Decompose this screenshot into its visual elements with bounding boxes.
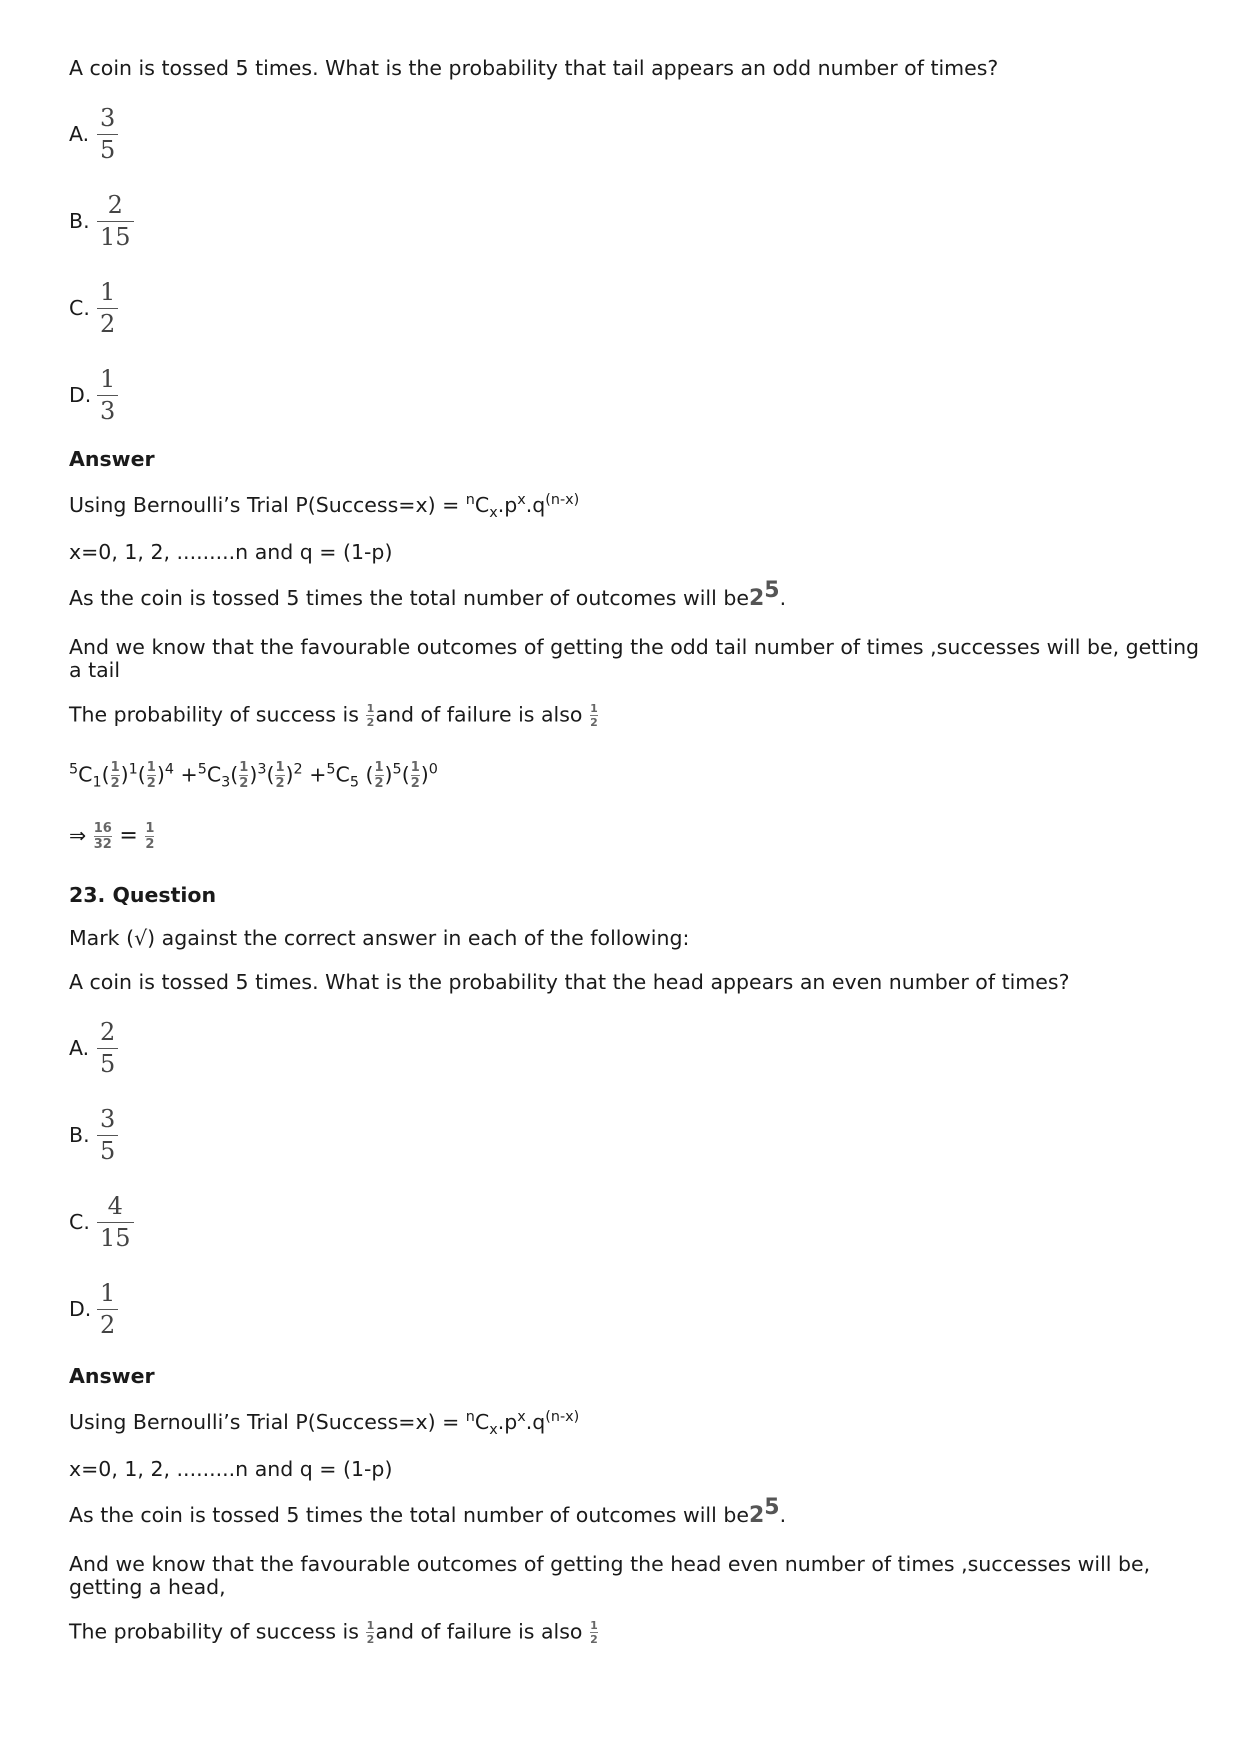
question-text: A coin is tossed 5 times. What is the probability that tail appears an odd number of times? [69, 56, 999, 80]
option-fraction [97, 367, 118, 423]
half-fraction [366, 1620, 374, 1645]
half-fraction [590, 703, 598, 728]
bernoulli-formula [69, 492, 580, 522]
fraction-bar [97, 395, 118, 396]
option-letter: D. [69, 1297, 92, 1321]
fraction-denominator: 5 [100, 136, 116, 164]
formula-prefix: Using Bernoulli’s Trial P(Success=x) = [69, 1410, 466, 1434]
probability-prefix: The probability of success is [69, 702, 359, 727]
question-text: A coin is tossed 5 times. What is the probability that the head appears an even number of times? [69, 970, 1070, 994]
formula-c: C [474, 493, 490, 517]
fraction-numerator: 3 [100, 1105, 116, 1133]
option-letter: A. [69, 122, 90, 146]
half-fraction [239, 761, 248, 790]
half-fraction [411, 761, 420, 790]
fraction-bar [97, 134, 118, 135]
instruction-text: Mark (√) against the correct answer in each of the following: [69, 926, 690, 950]
coeff-index: 1 [92, 774, 102, 791]
option-fraction [97, 280, 118, 336]
fraction-denominator: 2 [410, 776, 420, 791]
fraction-denominator: 5 [100, 1137, 116, 1165]
half-fraction [275, 761, 284, 790]
favourable-line-1: And we know that the favourable outcomes of getting the odd tail number of times ,successes will be, getting [69, 635, 1200, 659]
favourable-line-2: getting a head, [69, 1575, 226, 1599]
half-fraction [375, 761, 384, 790]
implies-arrow: ⇒ [69, 823, 87, 848]
option-letter: B. [69, 1123, 90, 1147]
formula-px: x [517, 492, 526, 509]
bernoulli-formula [69, 1409, 580, 1439]
fraction-numerator: 1 [110, 760, 120, 775]
fraction-denominator: 2 [100, 310, 116, 338]
fraction-denominator: 2 [374, 776, 384, 791]
probability-prefix: The probability of success is [69, 1619, 359, 1644]
option-letter: C. [69, 296, 90, 320]
option-letter: C. [69, 1210, 90, 1234]
formula-qexp: (n-x) [545, 1409, 580, 1426]
fraction-numerator: 1 [100, 365, 116, 393]
fraction-denominator: 2 [590, 716, 598, 729]
fraction-denominator: 5 [100, 1050, 116, 1078]
outcomes-end: . [779, 586, 787, 610]
option-letter: B. [69, 209, 90, 233]
fraction-numerator: 1 [590, 1619, 598, 1632]
formula-qexp: (n-x) [545, 492, 580, 509]
option-d[interactable] [69, 1281, 118, 1337]
option-c[interactable] [69, 280, 118, 336]
option-letter: A. [69, 1036, 90, 1060]
half-fraction [366, 703, 374, 728]
fraction-denominator: 2 [275, 776, 285, 791]
fraction-numerator: 1 [100, 1279, 116, 1307]
fraction-numerator: 1 [145, 821, 155, 836]
fraction-denominator: 2 [146, 776, 156, 791]
outcomes-exponent: 5 [764, 578, 780, 604]
fraction-bar [97, 1222, 134, 1223]
option-c[interactable] [69, 1194, 134, 1250]
fraction-numerator: 1 [100, 278, 116, 306]
fraction-denominator: 2 [590, 1633, 598, 1646]
result-fraction [145, 822, 154, 851]
fraction-denominator: 15 [100, 223, 131, 251]
equals-sign: = [119, 823, 138, 849]
option-b[interactable] [69, 1107, 118, 1163]
fraction-numerator: 1 [366, 1619, 375, 1632]
fraction-bar [97, 1048, 118, 1049]
half-fraction [111, 761, 120, 790]
fraction-denominator: 15 [100, 1224, 131, 1252]
fraction-numerator: 1 [146, 760, 156, 775]
outcomes-base: 2 [748, 1503, 765, 1528]
question-heading: 23. Question [69, 883, 217, 907]
fraction-denominator: 32 [93, 837, 112, 852]
fraction-denominator: 2 [366, 1633, 375, 1646]
option-fraction [97, 1107, 118, 1163]
formula-n: n [465, 492, 475, 509]
probability-line [69, 1620, 599, 1645]
formula-p: .p [497, 493, 518, 517]
fraction-numerator: 2 [100, 1018, 116, 1046]
result-line [69, 822, 155, 851]
outcomes-text: As the coin is tossed 5 times the total number of outcomes will be [69, 586, 749, 610]
option-fraction [97, 193, 134, 249]
formula-px: x [517, 1409, 526, 1426]
outcomes-line [69, 578, 787, 611]
formula-p: .p [497, 1410, 518, 1434]
formula-c: C [474, 1410, 490, 1434]
coeff-exponent: 5 [69, 761, 79, 778]
binomial-sum: $^5C_1$( $\frac{1}{2}$ )$^1$( $\frac{1}{2}$ )$^4 +^5C_3$( $\frac{1}{2}$ )$^3$( $\frac{1}{2}$ )$^2 +^5C_5$ ( $\frac{1}{2}$ )$^5$( $\frac{1}{2}$ )$^0$ [69, 760, 438, 791]
formula-n: n [465, 1409, 475, 1426]
fraction-numerator: 1 [366, 702, 375, 715]
outcomes-base: 2 [748, 586, 765, 611]
answer-heading: Answer [69, 447, 155, 471]
favourable-line-1: And we know that the favourable outcomes of getting the head even number of times ,successes will be, [69, 1552, 1151, 1576]
fraction-numerator: 1 [239, 760, 249, 775]
option-d[interactable] [69, 367, 118, 423]
fraction-numerator: 4 [107, 1192, 123, 1220]
outcomes-line [69, 1495, 787, 1528]
fraction-numerator: 1 [275, 760, 285, 775]
outcomes-text: As the coin is tossed 5 times the total number of outcomes will be [69, 1503, 749, 1527]
result-fraction [94, 822, 112, 851]
option-letter: D. [69, 383, 92, 407]
option-fraction [97, 1020, 118, 1076]
fraction-bar [97, 221, 134, 222]
option-b[interactable] [69, 193, 134, 249]
fraction-bar [97, 308, 118, 309]
half-fraction [147, 761, 156, 790]
outcomes-exponent: 5 [764, 1495, 780, 1521]
range-line: x=0, 1, 2, .........n and q = (1-p) [69, 1457, 393, 1481]
outcomes-end: . [779, 1503, 787, 1527]
probability-line [69, 703, 599, 728]
option-fraction [97, 1194, 134, 1250]
fraction-numerator: 1 [374, 760, 384, 775]
probability-mid: and of failure is also [375, 1619, 583, 1644]
fraction-denominator: 2 [110, 776, 120, 791]
option-fraction [97, 1281, 118, 1337]
fraction-denominator: 2 [100, 1311, 116, 1339]
fraction-denominator: 3 [100, 397, 116, 425]
option-a[interactable] [69, 1020, 118, 1076]
formula-q: .q [525, 493, 546, 517]
fraction-numerator: 3 [100, 104, 116, 132]
formula-x: x [489, 1422, 498, 1439]
formula-q: .q [525, 1410, 546, 1434]
fraction-bar [97, 1135, 118, 1136]
answer-heading: Answer [69, 1364, 155, 1388]
fraction-numerator: 2 [107, 191, 123, 219]
favourable-line-2: a tail [69, 658, 121, 682]
fraction-numerator: 1 [410, 760, 420, 775]
option-fraction [97, 106, 118, 162]
range-line: x=0, 1, 2, .........n and q = (1-p) [69, 540, 393, 564]
fraction-denominator: 2 [145, 837, 155, 852]
formula-x: x [489, 505, 498, 522]
formula-prefix: Using Bernoulli’s Trial P(Success=x) = [69, 493, 466, 517]
fraction-bar [97, 1309, 118, 1310]
fraction-denominator: 2 [239, 776, 249, 791]
fraction-numerator: 1 [590, 702, 598, 715]
fraction-denominator: 2 [366, 716, 375, 729]
half-fraction [590, 1620, 598, 1645]
option-a[interactable] [69, 106, 118, 162]
probability-mid: and of failure is also [375, 702, 583, 727]
fraction-numerator: 16 [93, 821, 112, 836]
